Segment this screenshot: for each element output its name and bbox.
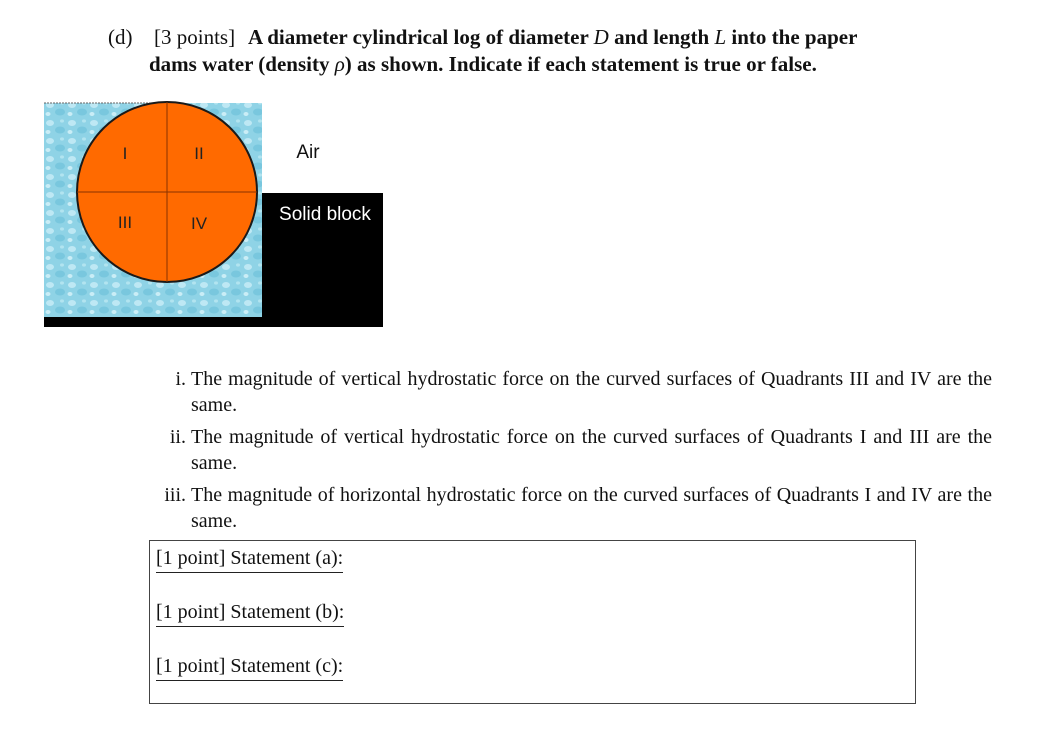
answer-field-a[interactable] xyxy=(156,546,343,573)
answer-field-c[interactable] xyxy=(156,654,343,681)
statement-item xyxy=(150,366,992,418)
question-end1-text: into the paper xyxy=(731,25,858,49)
question-points: [3 points] xyxy=(154,25,236,49)
statement-text: The magnitude of vertical hydrostatic force on the curved surfaces of Quadrants I and III are the same. xyxy=(191,426,992,474)
question-mid1-text: and length xyxy=(614,25,710,49)
question-line2-start: dams water (density xyxy=(149,52,330,76)
statement-item xyxy=(150,424,992,476)
quadrant-label-i: I xyxy=(122,144,128,163)
var-d: D xyxy=(593,25,609,49)
var-rho: ρ xyxy=(334,52,345,76)
solid-block-label: Solid block xyxy=(279,204,371,225)
quadrant-label-iii: III xyxy=(117,213,133,232)
floor xyxy=(44,317,383,327)
answer-field-b[interactable] xyxy=(156,600,344,627)
question-label: (d) xyxy=(108,25,133,49)
quadrant-label-ii: II xyxy=(194,144,204,163)
dam-diagram xyxy=(44,100,384,330)
statement-number: i. xyxy=(175,368,186,390)
statement-number: iii. xyxy=(164,484,186,506)
answer-label-a: [1 point] Statement (a): xyxy=(156,546,343,573)
question-line-2 xyxy=(149,51,817,78)
statement-number: ii. xyxy=(169,426,186,448)
question-line2-end: ) as shown. Indicate if each statement is true or false. xyxy=(344,52,817,76)
answer-label-c: [1 point] Statement (c): xyxy=(156,654,343,681)
question-line-1 xyxy=(248,24,857,51)
statement-list xyxy=(150,366,992,540)
var-l: L xyxy=(714,25,727,49)
statement-item xyxy=(150,482,992,534)
quadrant-label-iv: IV xyxy=(190,214,208,233)
air-label: Air xyxy=(296,142,320,163)
question-line1-text: A diameter cylindrical log of diameter xyxy=(248,25,589,49)
answer-label-b: [1 point] Statement (b): xyxy=(156,600,344,627)
statement-text: The magnitude of horizontal hydrostatic force on the curved surfaces of Quadrants I and IV are the same. xyxy=(191,484,992,532)
answer-box xyxy=(149,540,916,704)
dam-figure xyxy=(44,100,384,330)
statement-text: The magnitude of vertical hydrostatic force on the curved surfaces of Quadrants III and IV are the same. xyxy=(191,368,992,416)
